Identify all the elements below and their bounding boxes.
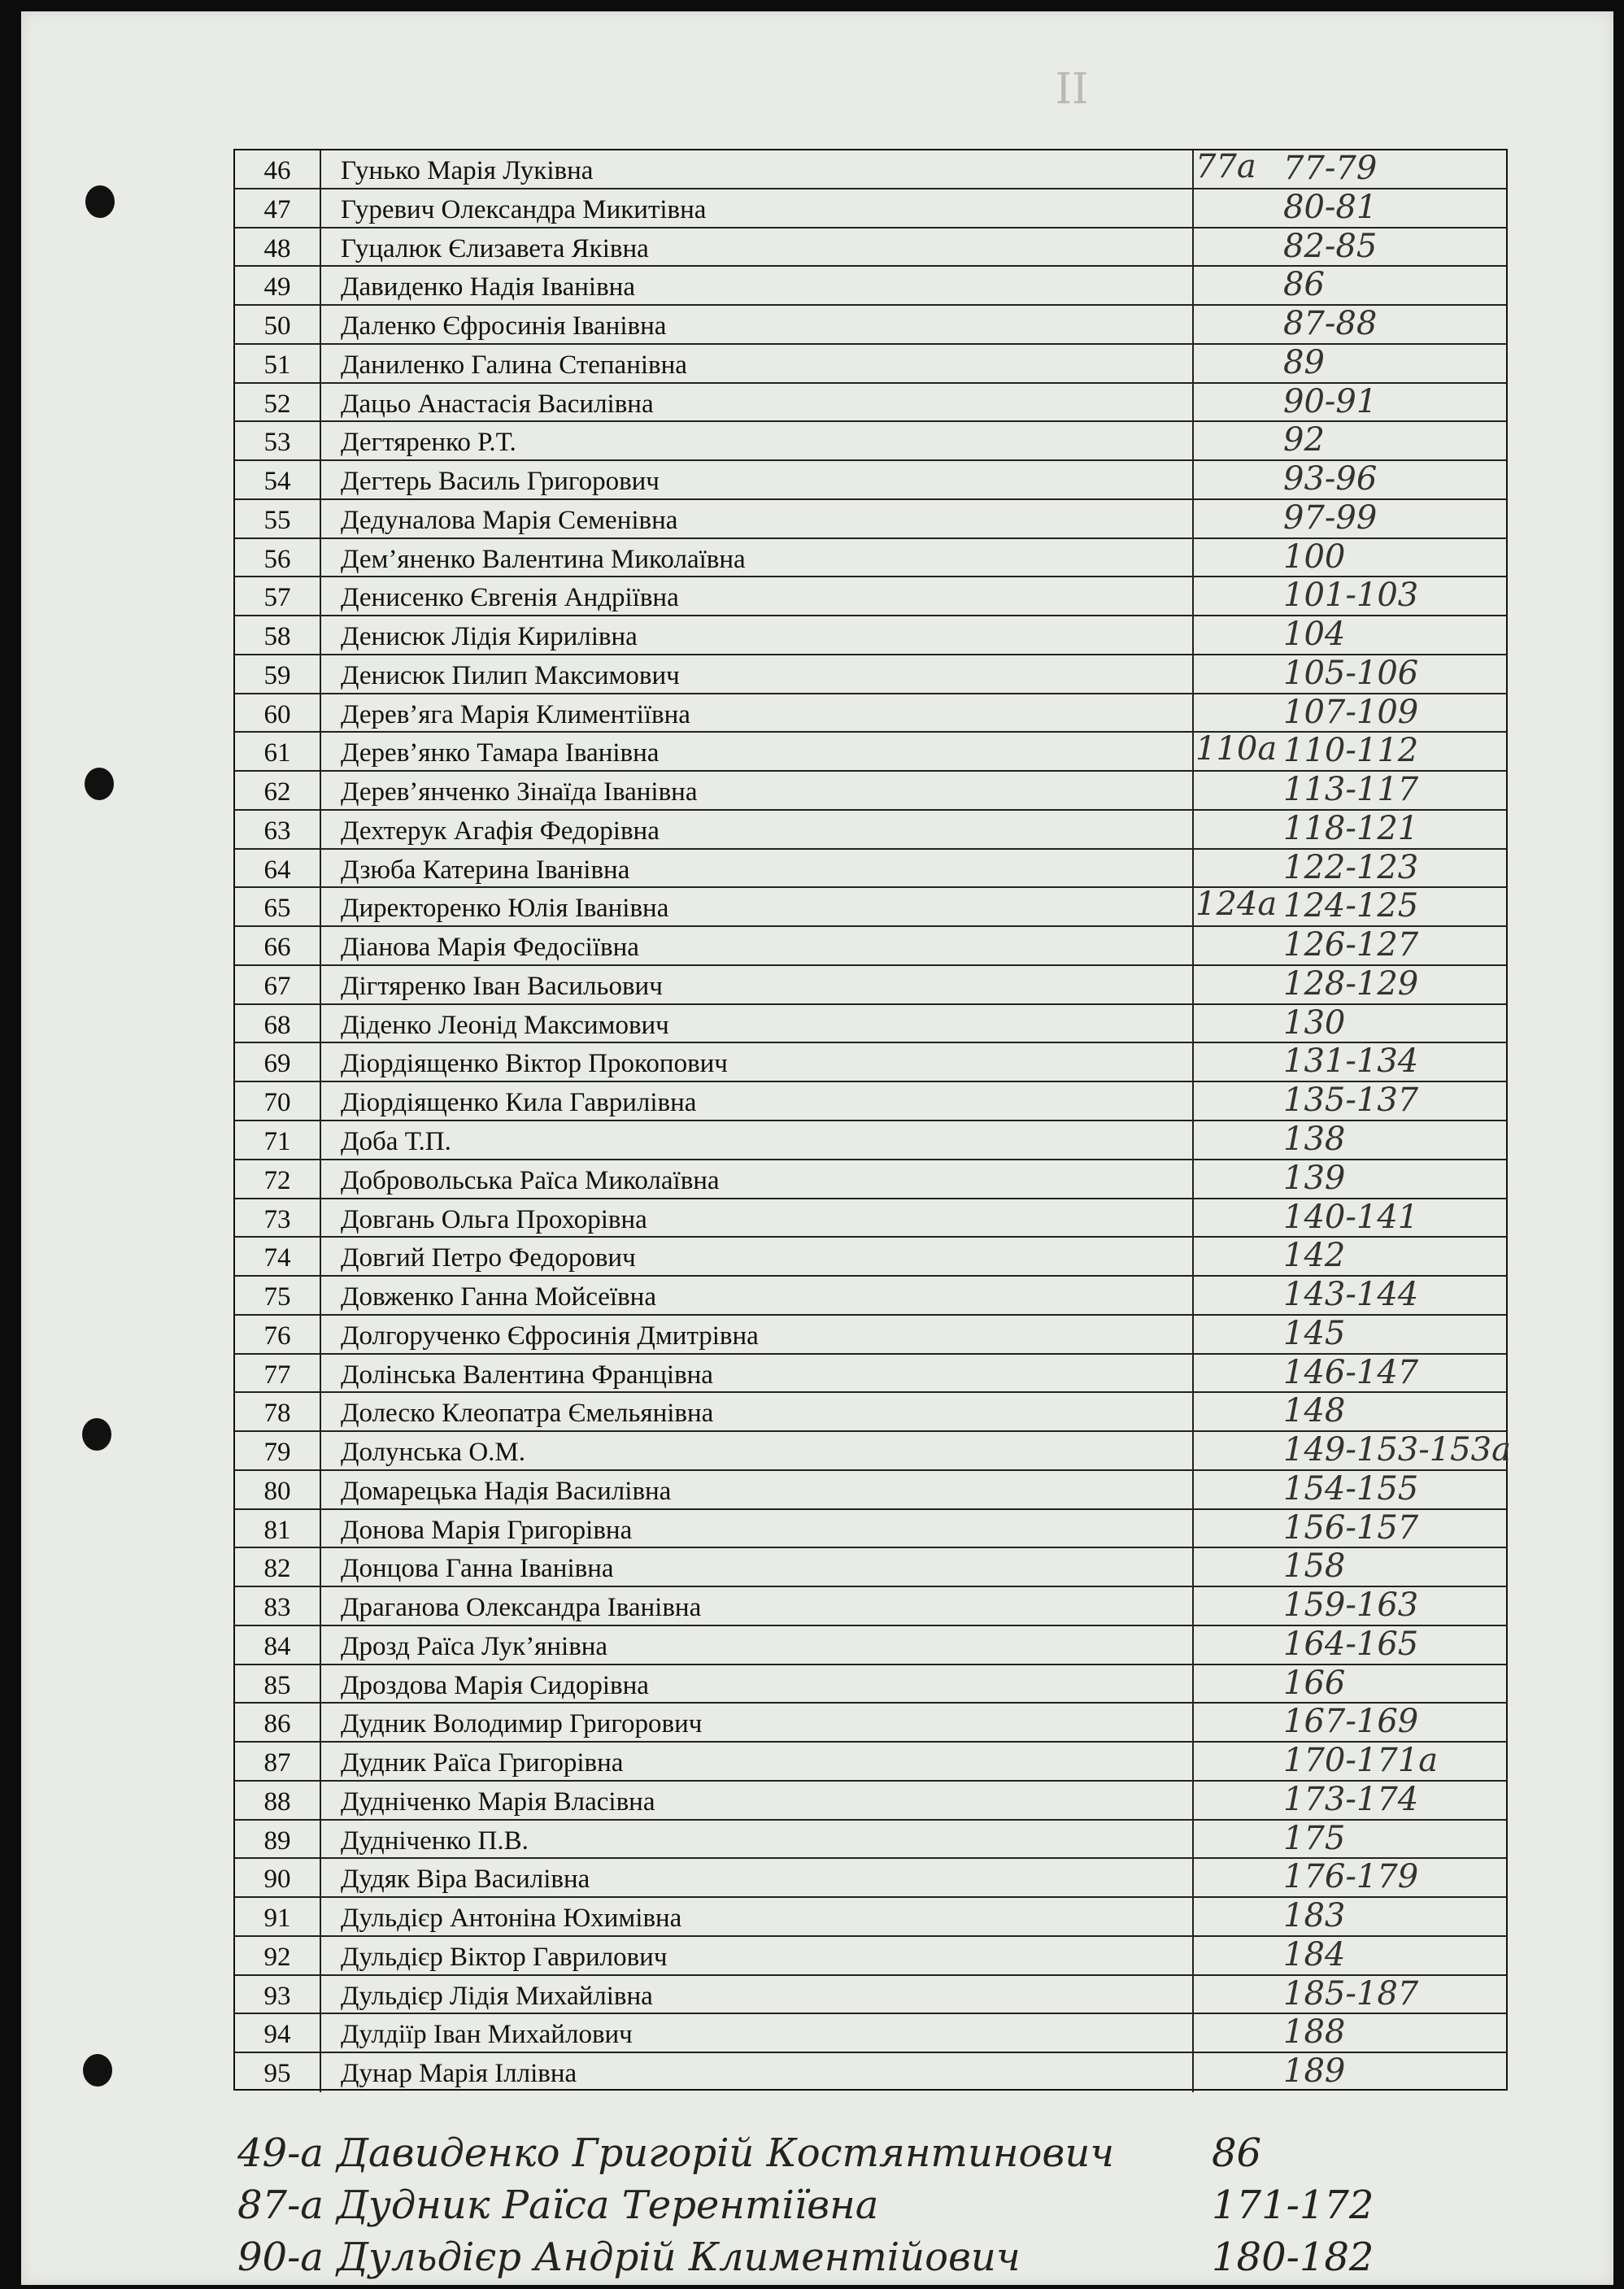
page-numbers: 82-85: [1283, 227, 1378, 265]
page-numbers: 89: [1283, 343, 1325, 381]
page-range: [1194, 150, 1506, 188]
table-row: [235, 888, 1506, 927]
addition-name: Дульдієр Андрій Климентійович: [337, 2235, 1021, 2280]
punch-hole: [83, 2054, 112, 2087]
row-number: 78: [235, 1393, 321, 1430]
page-numbers: 149-153-153а: [1283, 1431, 1511, 1469]
page-numbers: 118-121: [1283, 809, 1419, 847]
page-range: [1194, 1976, 1506, 2013]
person-name: Денисенко Євгенія Андріївна: [321, 577, 1194, 615]
person-name: Дедуналова Марія Семенівна: [321, 500, 1194, 537]
page-range: [1194, 1510, 1506, 1547]
page-numbers: 189: [1283, 2052, 1346, 2091]
page-range: [1194, 1548, 1506, 1586]
page-extra: 77а: [1195, 148, 1256, 185]
page-numbers: 101-103: [1283, 577, 1419, 615]
row-number: 70: [235, 1082, 321, 1120]
table-row: [235, 1355, 1506, 1394]
table-row: [235, 772, 1506, 811]
register-table: [233, 148, 1511, 2091]
page-numbers: 185-187: [1283, 1974, 1419, 2013]
page-range: [1194, 2053, 1506, 2092]
page-numbers: 138: [1283, 1121, 1346, 1158]
person-name: Діденко Леонід Максимович: [321, 1005, 1194, 1042]
addition-number: 49-а: [237, 2130, 324, 2176]
row-number: 63: [235, 811, 321, 848]
row-number: 49: [235, 267, 321, 304]
page-numbers: 104: [1283, 616, 1346, 654]
table-row: [235, 1976, 1506, 2015]
person-name: Донова Марія Григорівна: [321, 1510, 1194, 1547]
table-row: [235, 616, 1506, 655]
table-row: [235, 730, 1506, 772]
person-name: Дігтяренко Іван Васильович: [321, 966, 1194, 1003]
page-range: [1194, 730, 1506, 770]
page-range: [1194, 422, 1506, 459]
page-numbers: 86: [1283, 266, 1325, 304]
page-numbers: 105-106: [1283, 654, 1419, 692]
page-range: [1194, 1704, 1506, 1741]
row-number: 79: [235, 1432, 321, 1469]
row-number: 83: [235, 1587, 321, 1625]
row-number: 81: [235, 1510, 321, 1547]
person-name: Гунько Марія Луківна: [321, 150, 1194, 188]
page-numbers: 107-109: [1283, 693, 1419, 731]
person-name: Добровольська Раїса Миколаївна: [321, 1160, 1194, 1198]
page-numbers: 124-125: [1283, 887, 1419, 925]
table-row: [235, 577, 1506, 616]
page-mark: II: [1055, 65, 1089, 114]
page-range: [1194, 927, 1506, 964]
addition-name: Давиденко Григорій Костянтинович: [337, 2130, 1115, 2176]
page-range: [1194, 384, 1506, 421]
page-numbers: 176-179: [1283, 1858, 1419, 1896]
table-row: [235, 1393, 1506, 1432]
row-number: 88: [235, 1782, 321, 1819]
page-numbers: 130: [1283, 1003, 1346, 1042]
table-row: [235, 267, 1506, 306]
person-name: Дудник Раїса Григорівна: [321, 1743, 1194, 1780]
table-row: [235, 228, 1506, 268]
row-number: 53: [235, 422, 321, 459]
page-range: [1194, 1626, 1506, 1664]
table-row: [235, 1821, 1506, 1860]
person-name: Директоренко Юлія Іванівна: [321, 888, 1194, 925]
row-number: 68: [235, 1005, 321, 1042]
page-numbers: 148: [1283, 1392, 1346, 1430]
person-name: Долунська О.М.: [321, 1432, 1194, 1469]
page-range: [1194, 1782, 1506, 1819]
person-name: Дерев’янко Тамара Іванівна: [321, 733, 1194, 770]
table-row: [235, 2053, 1506, 2092]
page-range: [1194, 888, 1506, 925]
page-numbers: 93-96: [1283, 460, 1378, 498]
row-number: 80: [235, 1471, 321, 1508]
row-number: 64: [235, 850, 321, 887]
table-row: [235, 1005, 1506, 1044]
person-name: Дацьо Анастасія Василівна: [321, 384, 1194, 421]
page-extra: 110а: [1195, 730, 1278, 768]
page-range: [1194, 1937, 1506, 1974]
row-number: 92: [235, 1937, 321, 1974]
page-numbers: 110-112: [1283, 732, 1419, 770]
row-number: 62: [235, 772, 321, 809]
person-name: Дегтерь Василь Григорович: [321, 461, 1194, 498]
table-row: [235, 927, 1506, 966]
person-name: Дудник Володимир Григорович: [321, 1704, 1194, 1741]
punch-hole: [85, 768, 114, 800]
page-numbers: 159-163: [1283, 1586, 1419, 1625]
page-numbers: 77-79: [1283, 150, 1378, 187]
page-numbers: 156-157: [1283, 1508, 1419, 1547]
person-name: Дудяк Віра Василівна: [321, 1859, 1194, 1896]
page-range: [1194, 228, 1506, 266]
page-range: [1194, 2014, 1506, 2052]
person-name: Долгорученко Єфросинія Дмитрівна: [321, 1316, 1194, 1353]
addition-name: Дудник Раїса Терентіївна: [337, 2182, 879, 2228]
row-number: 65: [235, 888, 321, 925]
person-name: Гуцалюк Єлизавета Яківна: [321, 228, 1194, 266]
page-numbers: 143-144: [1283, 1276, 1419, 1314]
page-numbers: 128-129: [1283, 964, 1419, 1003]
person-name: Доба Т.П.: [321, 1121, 1194, 1159]
person-name: Донцова Ганна Іванівна: [321, 1548, 1194, 1586]
page-range: [1194, 1160, 1506, 1198]
person-name: Дульдієр Віктор Гаврилович: [321, 1937, 1194, 1974]
person-name: Дудніченко П.В.: [321, 1821, 1194, 1858]
person-name: Денисюк Лідія Кирилівна: [321, 616, 1194, 654]
person-name: Дудніченко Марія Власівна: [321, 1782, 1194, 1819]
row-number: 47: [235, 189, 321, 227]
row-number: 82: [235, 1548, 321, 1586]
page-numbers: 166: [1283, 1664, 1346, 1702]
table-row: [235, 1898, 1506, 1937]
table-row: [235, 1082, 1506, 1121]
table-row: [235, 1316, 1506, 1355]
page-range: [1194, 461, 1506, 498]
page-numbers: 145: [1283, 1314, 1346, 1352]
page-range: [1194, 966, 1506, 1003]
punch-hole: [85, 185, 115, 218]
page-range: [1194, 500, 1506, 537]
page-numbers: 158: [1283, 1547, 1346, 1586]
table-row: [235, 461, 1506, 500]
page-numbers: 87-88: [1283, 305, 1378, 343]
row-number: 61: [235, 733, 321, 770]
table-row: [235, 1782, 1506, 1821]
row-number: 59: [235, 655, 321, 693]
table-row: [235, 422, 1506, 461]
page-range: [1194, 1277, 1506, 1314]
page-range: [1194, 1393, 1506, 1430]
page-range: [1194, 345, 1506, 382]
page-range: [1194, 539, 1506, 577]
page-range: [1194, 1043, 1506, 1081]
page-range: [1194, 1238, 1506, 1275]
row-number: 54: [235, 461, 321, 498]
page-range: [1194, 1665, 1506, 1703]
table-row: [235, 655, 1506, 694]
person-name: Довгань Ольга Прохорівна: [321, 1199, 1194, 1237]
table-row: [235, 850, 1506, 889]
page-numbers: 164-165: [1283, 1625, 1419, 1663]
page-numbers: 140-141: [1283, 1198, 1419, 1236]
page-range: [1194, 1121, 1506, 1159]
row-number: 66: [235, 927, 321, 964]
row-number: 90: [235, 1859, 321, 1896]
page-range: [1194, 655, 1506, 693]
page-range: [1194, 1005, 1506, 1042]
row-number: 50: [235, 306, 321, 343]
row-number: 58: [235, 616, 321, 654]
page-range: [1194, 1471, 1506, 1508]
page-range: [1194, 772, 1506, 809]
person-name: Дзюба Катерина Іванівна: [321, 850, 1194, 887]
person-name: Долеско Клеопатра Ємельянівна: [321, 1393, 1194, 1430]
row-number: 69: [235, 1043, 321, 1081]
person-name: Даленко Єфросинія Іванівна: [321, 306, 1194, 343]
person-name: Діанова Марія Федосіївна: [321, 927, 1194, 964]
page-numbers: 170-171а: [1283, 1742, 1439, 1780]
person-name: Дунар Марія Іллівна: [321, 2053, 1194, 2092]
page-numbers: 90-91: [1283, 382, 1378, 420]
row-number: 77: [235, 1355, 321, 1392]
page-range: [1194, 1587, 1506, 1625]
addition-pages: 86: [1212, 2130, 1262, 2176]
row-number: 55: [235, 500, 321, 537]
row-number: 86: [235, 1704, 321, 1741]
table-row: [235, 384, 1506, 423]
page-range: [1194, 811, 1506, 848]
row-number: 74: [235, 1238, 321, 1275]
person-name: Дрозд Раїса Лук’янівна: [321, 1626, 1194, 1664]
page-numbers: 154-155: [1283, 1469, 1419, 1508]
table-row: [235, 1859, 1506, 1898]
row-number: 71: [235, 1121, 321, 1159]
table-row: [235, 1626, 1506, 1665]
row-number: 84: [235, 1626, 321, 1664]
page-range: [1194, 850, 1506, 887]
page-numbers: 131-134: [1283, 1042, 1419, 1081]
person-name: Домарецька Надія Василівна: [321, 1471, 1194, 1508]
table-row: [235, 694, 1506, 733]
row-number: 56: [235, 539, 321, 577]
page-range: [1194, 577, 1506, 615]
page-range: [1194, 1821, 1506, 1858]
row-number: 93: [235, 1976, 321, 2013]
person-name: Гуревич Олександра Микитівна: [321, 189, 1194, 227]
row-number: 95: [235, 2053, 321, 2092]
page-extra: 124а: [1195, 886, 1278, 924]
page-range: [1194, 694, 1506, 732]
person-name: Дерев’янченко Зінаїда Іванівна: [321, 772, 1194, 809]
page-numbers: 100: [1283, 537, 1346, 576]
page-range: [1194, 1431, 1511, 1469]
table-row: [235, 1587, 1506, 1626]
page-range: [1194, 189, 1506, 227]
row-number: 87: [235, 1743, 321, 1780]
row-number: 57: [235, 577, 321, 615]
addition-number: 90-а: [237, 2235, 324, 2280]
page-numbers: 135-137: [1283, 1081, 1419, 1120]
person-name: Долінська Валентина Францівна: [321, 1355, 1194, 1392]
page-range: [1194, 1316, 1506, 1353]
page-range: [1194, 1355, 1506, 1392]
table-row: [235, 1471, 1506, 1510]
table-row: [235, 539, 1506, 578]
person-name: Діордіященко Кила Гаврилівна: [321, 1082, 1194, 1120]
page-numbers: 146-147: [1283, 1353, 1419, 1391]
page-range: [1194, 267, 1506, 304]
table-row: [235, 1510, 1506, 1549]
page-numbers: 97-99: [1283, 498, 1378, 537]
page-numbers: 142: [1283, 1237, 1346, 1275]
page-range: [1194, 1199, 1506, 1237]
table-row: [235, 150, 1506, 189]
table-row: [235, 966, 1506, 1005]
table-row: [235, 1199, 1506, 1238]
person-name: Довженко Ганна Мойсеївна: [321, 1277, 1194, 1314]
table-row: [235, 1238, 1506, 1277]
row-number: 73: [235, 1199, 321, 1237]
table-row: [235, 1043, 1506, 1082]
row-number: 72: [235, 1160, 321, 1198]
table-row: [235, 1665, 1506, 1704]
table-row: [235, 1548, 1506, 1587]
row-number: 60: [235, 694, 321, 732]
table-row: [235, 189, 1506, 228]
page-numbers: 188: [1283, 2013, 1346, 2052]
table-row: [235, 1121, 1506, 1160]
page-numbers: 184: [1283, 1935, 1346, 1974]
page-range: [1194, 1859, 1506, 1896]
punch-hole: [82, 1418, 111, 1451]
person-name: Дегтяренко Р.Т.: [321, 422, 1194, 459]
page-range: [1194, 1082, 1506, 1120]
table-row: [235, 2014, 1506, 2053]
table-row: [235, 1277, 1506, 1316]
row-number: 94: [235, 2014, 321, 2052]
page-numbers: 113-117: [1283, 771, 1419, 809]
person-name: Даниленко Галина Степанівна: [321, 345, 1194, 382]
table-row: [235, 1431, 1511, 1471]
person-name: Дем’яненко Валентина Миколаївна: [321, 539, 1194, 577]
page-numbers: 92: [1283, 421, 1325, 459]
page-numbers: 139: [1283, 1159, 1346, 1197]
row-number: 46: [235, 150, 321, 188]
page-numbers: 122-123: [1283, 848, 1419, 886]
page-range: [1194, 306, 1506, 343]
addition-pages: 171-172: [1212, 2182, 1374, 2228]
table-row: [235, 345, 1506, 384]
page-numbers: 126-127: [1283, 926, 1419, 964]
addition-pages: 180-182: [1212, 2235, 1374, 2280]
page-numbers: 80-81: [1283, 188, 1378, 226]
row-number: 51: [235, 345, 321, 382]
row-number: 67: [235, 966, 321, 1003]
page-range: [1194, 616, 1506, 654]
table-row: [235, 1704, 1506, 1743]
page-range: [1194, 1743, 1506, 1780]
person-name: Давиденко Надія Іванівна: [321, 267, 1194, 304]
person-name: Денисюк Пилип Максимович: [321, 655, 1194, 693]
page-numbers: 173-174: [1283, 1780, 1419, 1818]
page-numbers: 183: [1283, 1897, 1346, 1935]
person-name: Драганова Олександра Іванівна: [321, 1587, 1194, 1625]
table-row: [235, 1743, 1506, 1782]
person-name: Дроздова Марія Сидорівна: [321, 1665, 1194, 1703]
person-name: Дульдієр Лідія Михайлівна: [321, 1976, 1194, 2013]
table-row: [235, 306, 1506, 345]
row-number: 89: [235, 1821, 321, 1858]
row-number: 85: [235, 1665, 321, 1703]
person-name: Дулдіїр Іван Михайлович: [321, 2014, 1194, 2052]
page-range: [1194, 1898, 1506, 1935]
table-row: [235, 1937, 1506, 1976]
table-row: [235, 1160, 1506, 1199]
table-row: [235, 500, 1506, 539]
row-number: 91: [235, 1898, 321, 1935]
row-number: 76: [235, 1316, 321, 1353]
page-numbers: 167-169: [1283, 1703, 1419, 1741]
person-name: Дехтерук Агафія Федорівна: [321, 811, 1194, 848]
page-numbers: 175: [1283, 1819, 1346, 1857]
person-name: Дульдієр Антоніна Юхимівна: [321, 1898, 1194, 1935]
row-number: 48: [235, 228, 321, 266]
row-number: 75: [235, 1277, 321, 1314]
person-name: Довгий Петро Федорович: [321, 1238, 1194, 1275]
table-row: [235, 811, 1506, 850]
row-number: 52: [235, 384, 321, 421]
person-name: Діордіященко Віктор Прокопович: [321, 1043, 1194, 1081]
person-name: Дерев’яга Марія Климентіївна: [321, 694, 1194, 732]
addition-number: 87-а: [237, 2182, 324, 2228]
